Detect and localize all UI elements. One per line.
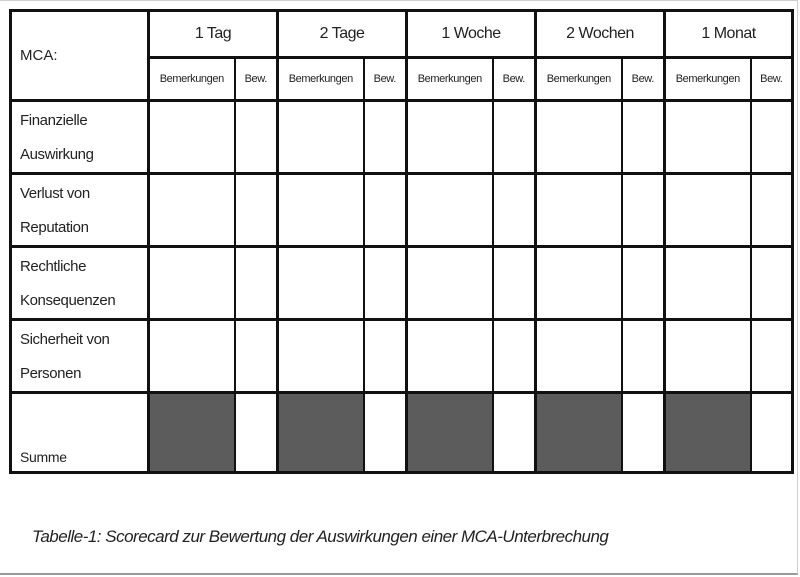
shaded-remarks-cell bbox=[278, 393, 364, 473]
corner-label-mca: MCA: bbox=[11, 11, 149, 101]
shaded-remarks-cell bbox=[149, 393, 235, 473]
sum-rating-cell[interactable] bbox=[751, 393, 793, 473]
remarks-cell[interactable] bbox=[665, 247, 751, 320]
period-header-1-woche: 1 Woche bbox=[407, 11, 536, 58]
row-label-line1: Sicherheit von bbox=[20, 331, 110, 348]
rating-cell[interactable] bbox=[364, 247, 407, 320]
row-label bbox=[11, 247, 149, 320]
rating-cell[interactable] bbox=[751, 247, 793, 320]
shaded-remarks-cell bbox=[536, 393, 622, 473]
remarks-cell[interactable] bbox=[536, 174, 622, 247]
period-header-1-monat: 1 Monat bbox=[665, 11, 793, 58]
remarks-cell[interactable] bbox=[407, 247, 493, 320]
period-header-2-wochen: 2 Wochen bbox=[536, 11, 665, 58]
remarks-cell[interactable] bbox=[407, 101, 493, 174]
row-label-line2: Personen bbox=[20, 365, 82, 382]
rating-cell[interactable] bbox=[622, 174, 665, 247]
subheader-remarks: Bemerkungen bbox=[278, 58, 364, 101]
rating-cell[interactable] bbox=[235, 247, 278, 320]
table-row-reputation-loss bbox=[11, 174, 793, 247]
remarks-cell[interactable] bbox=[665, 174, 751, 247]
row-label-line2: Reputation bbox=[20, 219, 89, 236]
sum-label: Summe bbox=[11, 393, 149, 473]
row-label-line1: Rechtliche bbox=[20, 258, 87, 275]
sum-rating-cell[interactable] bbox=[364, 393, 407, 473]
remarks-cell[interactable] bbox=[407, 174, 493, 247]
remarks-cell[interactable] bbox=[278, 101, 364, 174]
subheader-remarks: Bemerkungen bbox=[149, 58, 235, 101]
rating-cell[interactable] bbox=[622, 247, 665, 320]
row-label-line2: Auswirkung bbox=[20, 146, 94, 163]
subheader-rating: Bew. bbox=[364, 58, 407, 101]
subheader-remarks: Bemerkungen bbox=[536, 58, 622, 101]
remarks-cell[interactable] bbox=[407, 320, 493, 393]
rating-cell[interactable] bbox=[751, 174, 793, 247]
rating-cell[interactable] bbox=[235, 101, 278, 174]
remarks-cell[interactable] bbox=[149, 174, 235, 247]
sum-rating-cell[interactable] bbox=[622, 393, 665, 473]
row-label bbox=[11, 320, 149, 393]
rating-cell[interactable] bbox=[493, 247, 536, 320]
subheader-rating: Bew. bbox=[235, 58, 278, 101]
row-label-line1: Finanzielle bbox=[20, 112, 88, 129]
header-row-periods bbox=[11, 11, 793, 58]
remarks-cell[interactable] bbox=[536, 101, 622, 174]
subheader-remarks: Bemerkungen bbox=[665, 58, 751, 101]
table-caption: Tabelle-1: Scorecard zur Bewertung der Auswirkungen einer MCA-Unterbrechung bbox=[32, 527, 609, 546]
period-header-2-tage: 2 Tage bbox=[278, 11, 407, 58]
row-label-line1: Verlust von bbox=[20, 185, 90, 202]
sum-rating-cell[interactable] bbox=[493, 393, 536, 473]
rating-cell[interactable] bbox=[493, 320, 536, 393]
subheader-rating: Bew. bbox=[751, 58, 793, 101]
period-header-1-tag: 1 Tag bbox=[149, 11, 278, 58]
subheader-remarks: Bemerkungen bbox=[407, 58, 493, 101]
rating-cell[interactable] bbox=[235, 320, 278, 393]
rating-cell[interactable] bbox=[493, 174, 536, 247]
rating-cell[interactable] bbox=[751, 320, 793, 393]
rating-cell[interactable] bbox=[493, 101, 536, 174]
row-label bbox=[11, 174, 149, 247]
remarks-cell[interactable] bbox=[665, 320, 751, 393]
rating-cell[interactable] bbox=[364, 174, 407, 247]
shaded-remarks-cell bbox=[665, 393, 751, 473]
remarks-cell[interactable] bbox=[536, 247, 622, 320]
remarks-cell[interactable] bbox=[665, 101, 751, 174]
subheader-rating: Bew. bbox=[493, 58, 536, 101]
remarks-cell[interactable] bbox=[278, 174, 364, 247]
table-row-financial-impact bbox=[11, 101, 793, 174]
rating-cell[interactable] bbox=[751, 101, 793, 174]
rating-cell[interactable] bbox=[364, 101, 407, 174]
row-label bbox=[11, 101, 149, 174]
remarks-cell[interactable] bbox=[278, 320, 364, 393]
shaded-remarks-cell bbox=[407, 393, 493, 473]
table-row-sum bbox=[11, 393, 793, 473]
subheader-rating: Bew. bbox=[622, 58, 665, 101]
mca-scorecard-table bbox=[9, 9, 794, 474]
table-row-legal-consequences bbox=[11, 247, 793, 320]
rating-cell[interactable] bbox=[622, 320, 665, 393]
row-label-line2: Konsequenzen bbox=[20, 292, 116, 309]
remarks-cell[interactable] bbox=[149, 101, 235, 174]
rating-cell[interactable] bbox=[364, 320, 407, 393]
rating-cell[interactable] bbox=[622, 101, 665, 174]
sum-rating-cell[interactable] bbox=[235, 393, 278, 473]
rating-cell[interactable] bbox=[235, 174, 278, 247]
table-row-personal-safety bbox=[11, 320, 793, 393]
remarks-cell[interactable] bbox=[149, 247, 235, 320]
remarks-cell[interactable] bbox=[149, 320, 235, 393]
remarks-cell[interactable] bbox=[536, 320, 622, 393]
remarks-cell[interactable] bbox=[278, 247, 364, 320]
